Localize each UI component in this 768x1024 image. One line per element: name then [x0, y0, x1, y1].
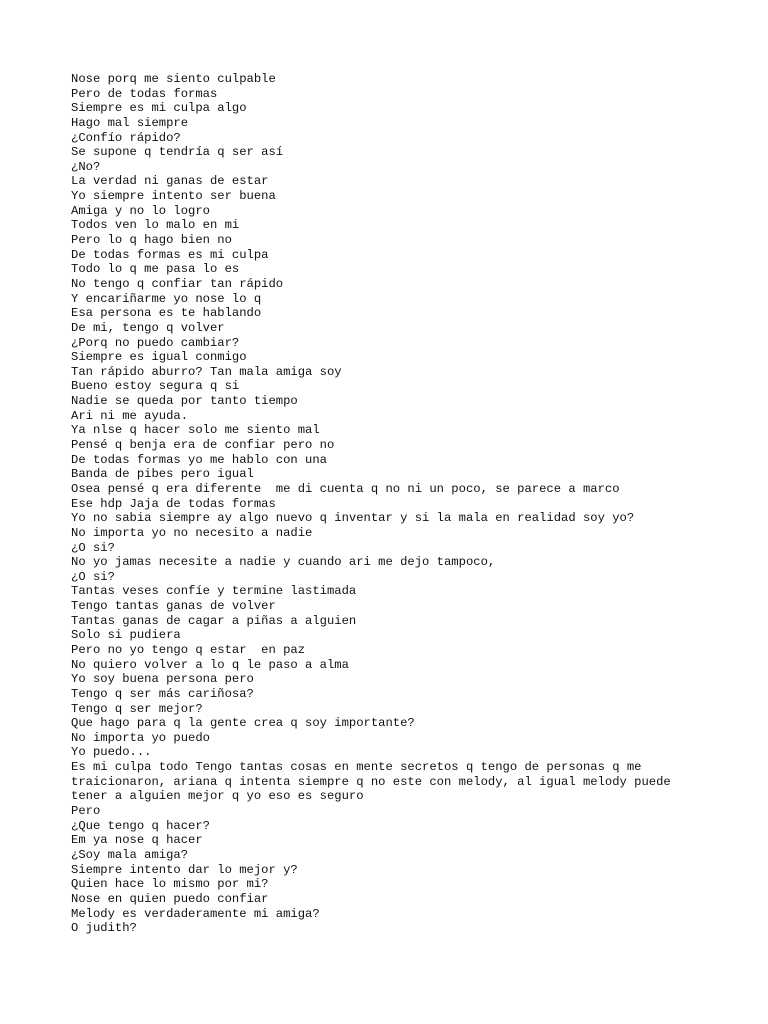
- document-text: [71, 72, 711, 936]
- text-line: Pero de todas formas: [71, 86, 218, 101]
- text-line: No importa yo no necesito a nadie: [71, 525, 313, 540]
- text-line: tener a alguien mejor q yo eso es seguro: [71, 789, 364, 804]
- text-line: Siempre es mi culpa algo: [71, 101, 247, 116]
- text-line: ¿O si?: [71, 540, 115, 555]
- text-line: Tengo q ser más cariñosa?: [71, 686, 254, 701]
- text-line: No tengo q confiar tan rápido: [71, 276, 284, 291]
- text-line: ¿Confío rápido?: [71, 130, 181, 145]
- text-line: De todas formas es mi culpa: [71, 247, 269, 262]
- text-line: Tengo q ser mejor?: [71, 701, 203, 716]
- text-line: ¿Que tengo q hacer?: [71, 818, 210, 833]
- text-line: Siempre intento dar lo mejor y?: [71, 862, 298, 877]
- text-line: Tan rápido aburro? Tan mala amiga soy: [71, 364, 342, 379]
- text-line: Hago mal siempre: [71, 115, 189, 130]
- text-line: De todas formas yo me hablo con una: [71, 452, 327, 467]
- text-line: Esa persona es te hablando: [71, 306, 262, 321]
- text-line: Tengo tantas ganas de volver: [71, 599, 276, 614]
- text-line: ¿No?: [71, 159, 101, 174]
- text-line: Se supone q tendría q ser así: [71, 145, 284, 160]
- text-line: De mi, tengo q volver: [71, 320, 225, 335]
- text-line: Ari ni me ayuda.: [71, 408, 189, 423]
- text-line: Yo no sabia siempre ay algo nuevo q inventar y si la mala en realidad soy yo?: [71, 511, 635, 526]
- text-line: Banda de pibes pero igual: [71, 467, 254, 482]
- text-line: Melody es verdaderamente mi amiga?: [71, 906, 320, 921]
- text-line: traicionaron, ariana q intenta siempre q no este con melody, al igual melody puede: [71, 774, 671, 789]
- text-line: Pensé q benja era de confiar pero no: [71, 438, 335, 453]
- text-line: Yo puedo...: [71, 745, 152, 760]
- text-line: Yo siempre intento ser buena: [71, 189, 276, 204]
- text-line: Todos ven lo malo en mi: [71, 218, 240, 233]
- text-line: Tantas ganas de cagar a piñas a alguien: [71, 613, 357, 628]
- text-line: No quiero volver a lo q le paso a alma: [71, 657, 349, 672]
- text-line: Em ya nose q hacer: [71, 833, 203, 848]
- text-line: Pero no yo tengo q estar en paz: [71, 642, 306, 657]
- text-line: ¿Porq no puedo cambiar?: [71, 335, 240, 350]
- text-line: Nose en quien puedo confiar: [71, 891, 269, 906]
- text-line: Quien hace lo mismo por mi?: [71, 877, 269, 892]
- text-line: Solo si pudiera: [71, 628, 181, 643]
- text-line: Bueno estoy segura q si: [71, 379, 240, 394]
- text-line: Nadie se queda por tanto tiempo: [71, 394, 298, 409]
- text-line: Pero lo q hago bien no: [71, 233, 232, 248]
- text-line: Nose porq me siento culpable: [71, 72, 276, 86]
- text-line: Amiga y no lo logro: [71, 203, 210, 218]
- text-line: La verdad ni ganas de estar: [71, 174, 269, 189]
- text-line: ¿O si?: [71, 569, 115, 584]
- text-line: Ya nlse q hacer solo me siento mal: [71, 423, 320, 438]
- text-line: O judith?: [71, 921, 137, 936]
- text-line: Pero: [71, 804, 101, 819]
- text-line: Siempre es igual conmigo: [71, 350, 247, 365]
- text-line: Yo soy buena persona pero: [71, 672, 254, 687]
- text-line: Osea pensé q era diferente me di cuenta q no ni un poco, se parece a marco: [71, 481, 620, 496]
- text-line: Que hago para q la gente crea q soy importante?: [71, 716, 415, 731]
- text-line: Y encariñarme yo nose lo q: [71, 291, 262, 306]
- text-line: Todo lo q me pasa lo es: [71, 262, 240, 277]
- text-line: Ese hdp Jaja de todas formas: [71, 496, 276, 511]
- text-line: Tantas veses confíe y termine lastimada: [71, 584, 357, 599]
- text-line: No yo jamas necesite a nadie y cuando ari me dejo tampoco,: [71, 555, 496, 570]
- text-line: No importa yo puedo: [71, 730, 210, 745]
- text-line: ¿Soy mala amiga?: [71, 847, 189, 862]
- text-line: Es mi culpa todo Tengo tantas cosas en mente secretos q tengo de personas q me: [71, 760, 642, 775]
